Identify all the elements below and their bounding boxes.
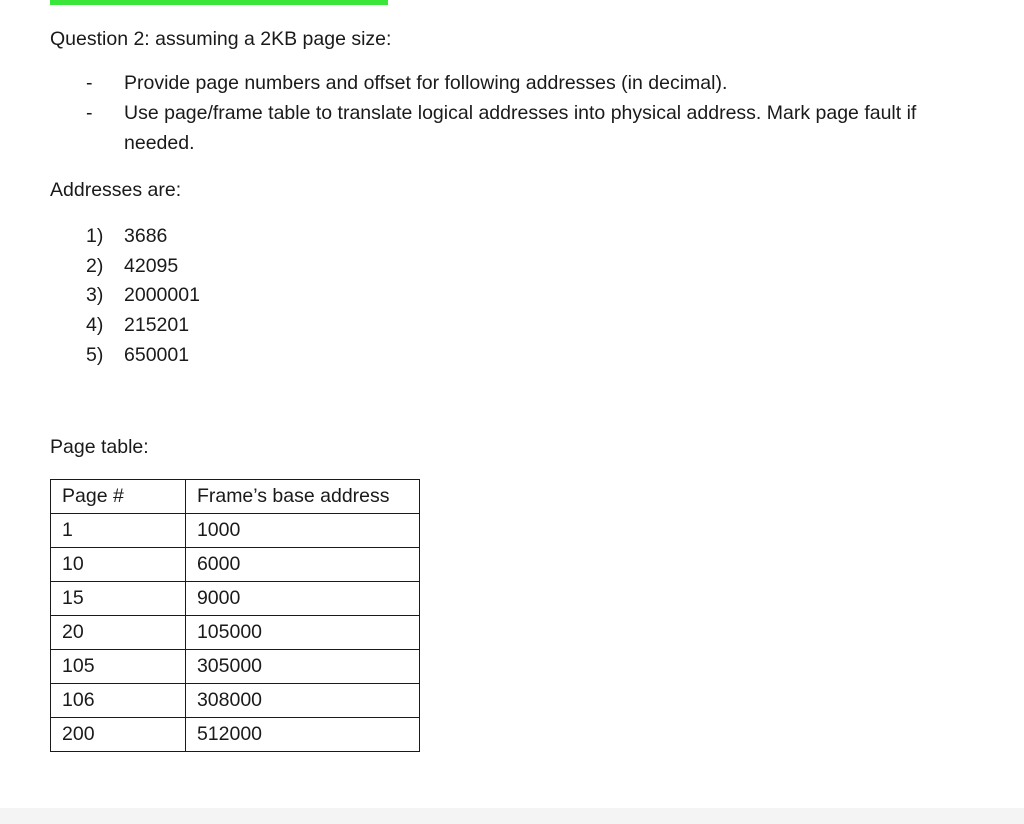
column-header-frame: Frame’s base address (185, 480, 419, 514)
question-title: Question 2: assuming a 2KB page size: (50, 28, 392, 50)
address-value: 42095 (124, 254, 179, 277)
list-number: 1) (86, 225, 104, 247)
frame-address-cell: 105000 (185, 616, 419, 650)
table-row (51, 616, 420, 650)
page-table-heading: Page table: (50, 436, 149, 458)
page-number-cell: 105 (51, 650, 186, 684)
address-value: 650001 (124, 343, 190, 366)
list-number: 2) (86, 254, 104, 277)
page-number-cell: 10 (51, 548, 186, 582)
instruction-text: Use page/frame table to translate logical addresses into physical address. Mark page fault if needed. (124, 102, 917, 154)
table-row (51, 718, 420, 752)
column-header-page: Page # (51, 480, 186, 514)
instruction-text: Provide page numbers and offset for following addresses (in decimal). (124, 72, 728, 94)
address-value: 215201 (124, 314, 190, 337)
table-row (51, 548, 420, 582)
address-value: 3686 (124, 225, 168, 247)
frame-address-cell: 512000 (185, 718, 419, 752)
table-header-row (51, 480, 420, 514)
frame-address-cell: 308000 (185, 684, 419, 718)
list-item (86, 252, 200, 282)
address-list (86, 222, 200, 371)
instruction-list (50, 68, 990, 158)
instruction-item (50, 98, 990, 158)
list-item (86, 222, 200, 252)
list-number: 3) (86, 284, 104, 307)
page-number-cell: 15 (51, 582, 186, 616)
page-number-cell: 20 (51, 616, 186, 650)
page-number-cell: 200 (51, 718, 186, 752)
bullet-dash: - (86, 72, 93, 94)
instruction-item (50, 68, 990, 98)
frame-address-cell: 9000 (185, 582, 419, 616)
addresses-heading: Addresses are: (50, 179, 182, 201)
address-value: 2000001 (124, 284, 200, 307)
frame-address-cell: 1000 (185, 514, 419, 548)
bullet-dash: - (86, 102, 93, 124)
page-table (50, 479, 420, 752)
page-bottom-margin (0, 808, 1024, 824)
table-row (51, 684, 420, 718)
table-row (51, 514, 420, 548)
frame-address-cell: 6000 (185, 548, 419, 582)
list-item (86, 281, 200, 311)
page-number-cell: 1 (51, 514, 186, 548)
list-number: 4) (86, 314, 104, 337)
frame-address-cell: 305000 (185, 650, 419, 684)
page-number-cell: 106 (51, 684, 186, 718)
list-number: 5) (86, 343, 104, 366)
highlight-bar (50, 0, 388, 5)
table-row (51, 650, 420, 684)
list-item (86, 341, 200, 371)
table-row (51, 582, 420, 616)
list-item (86, 311, 200, 341)
